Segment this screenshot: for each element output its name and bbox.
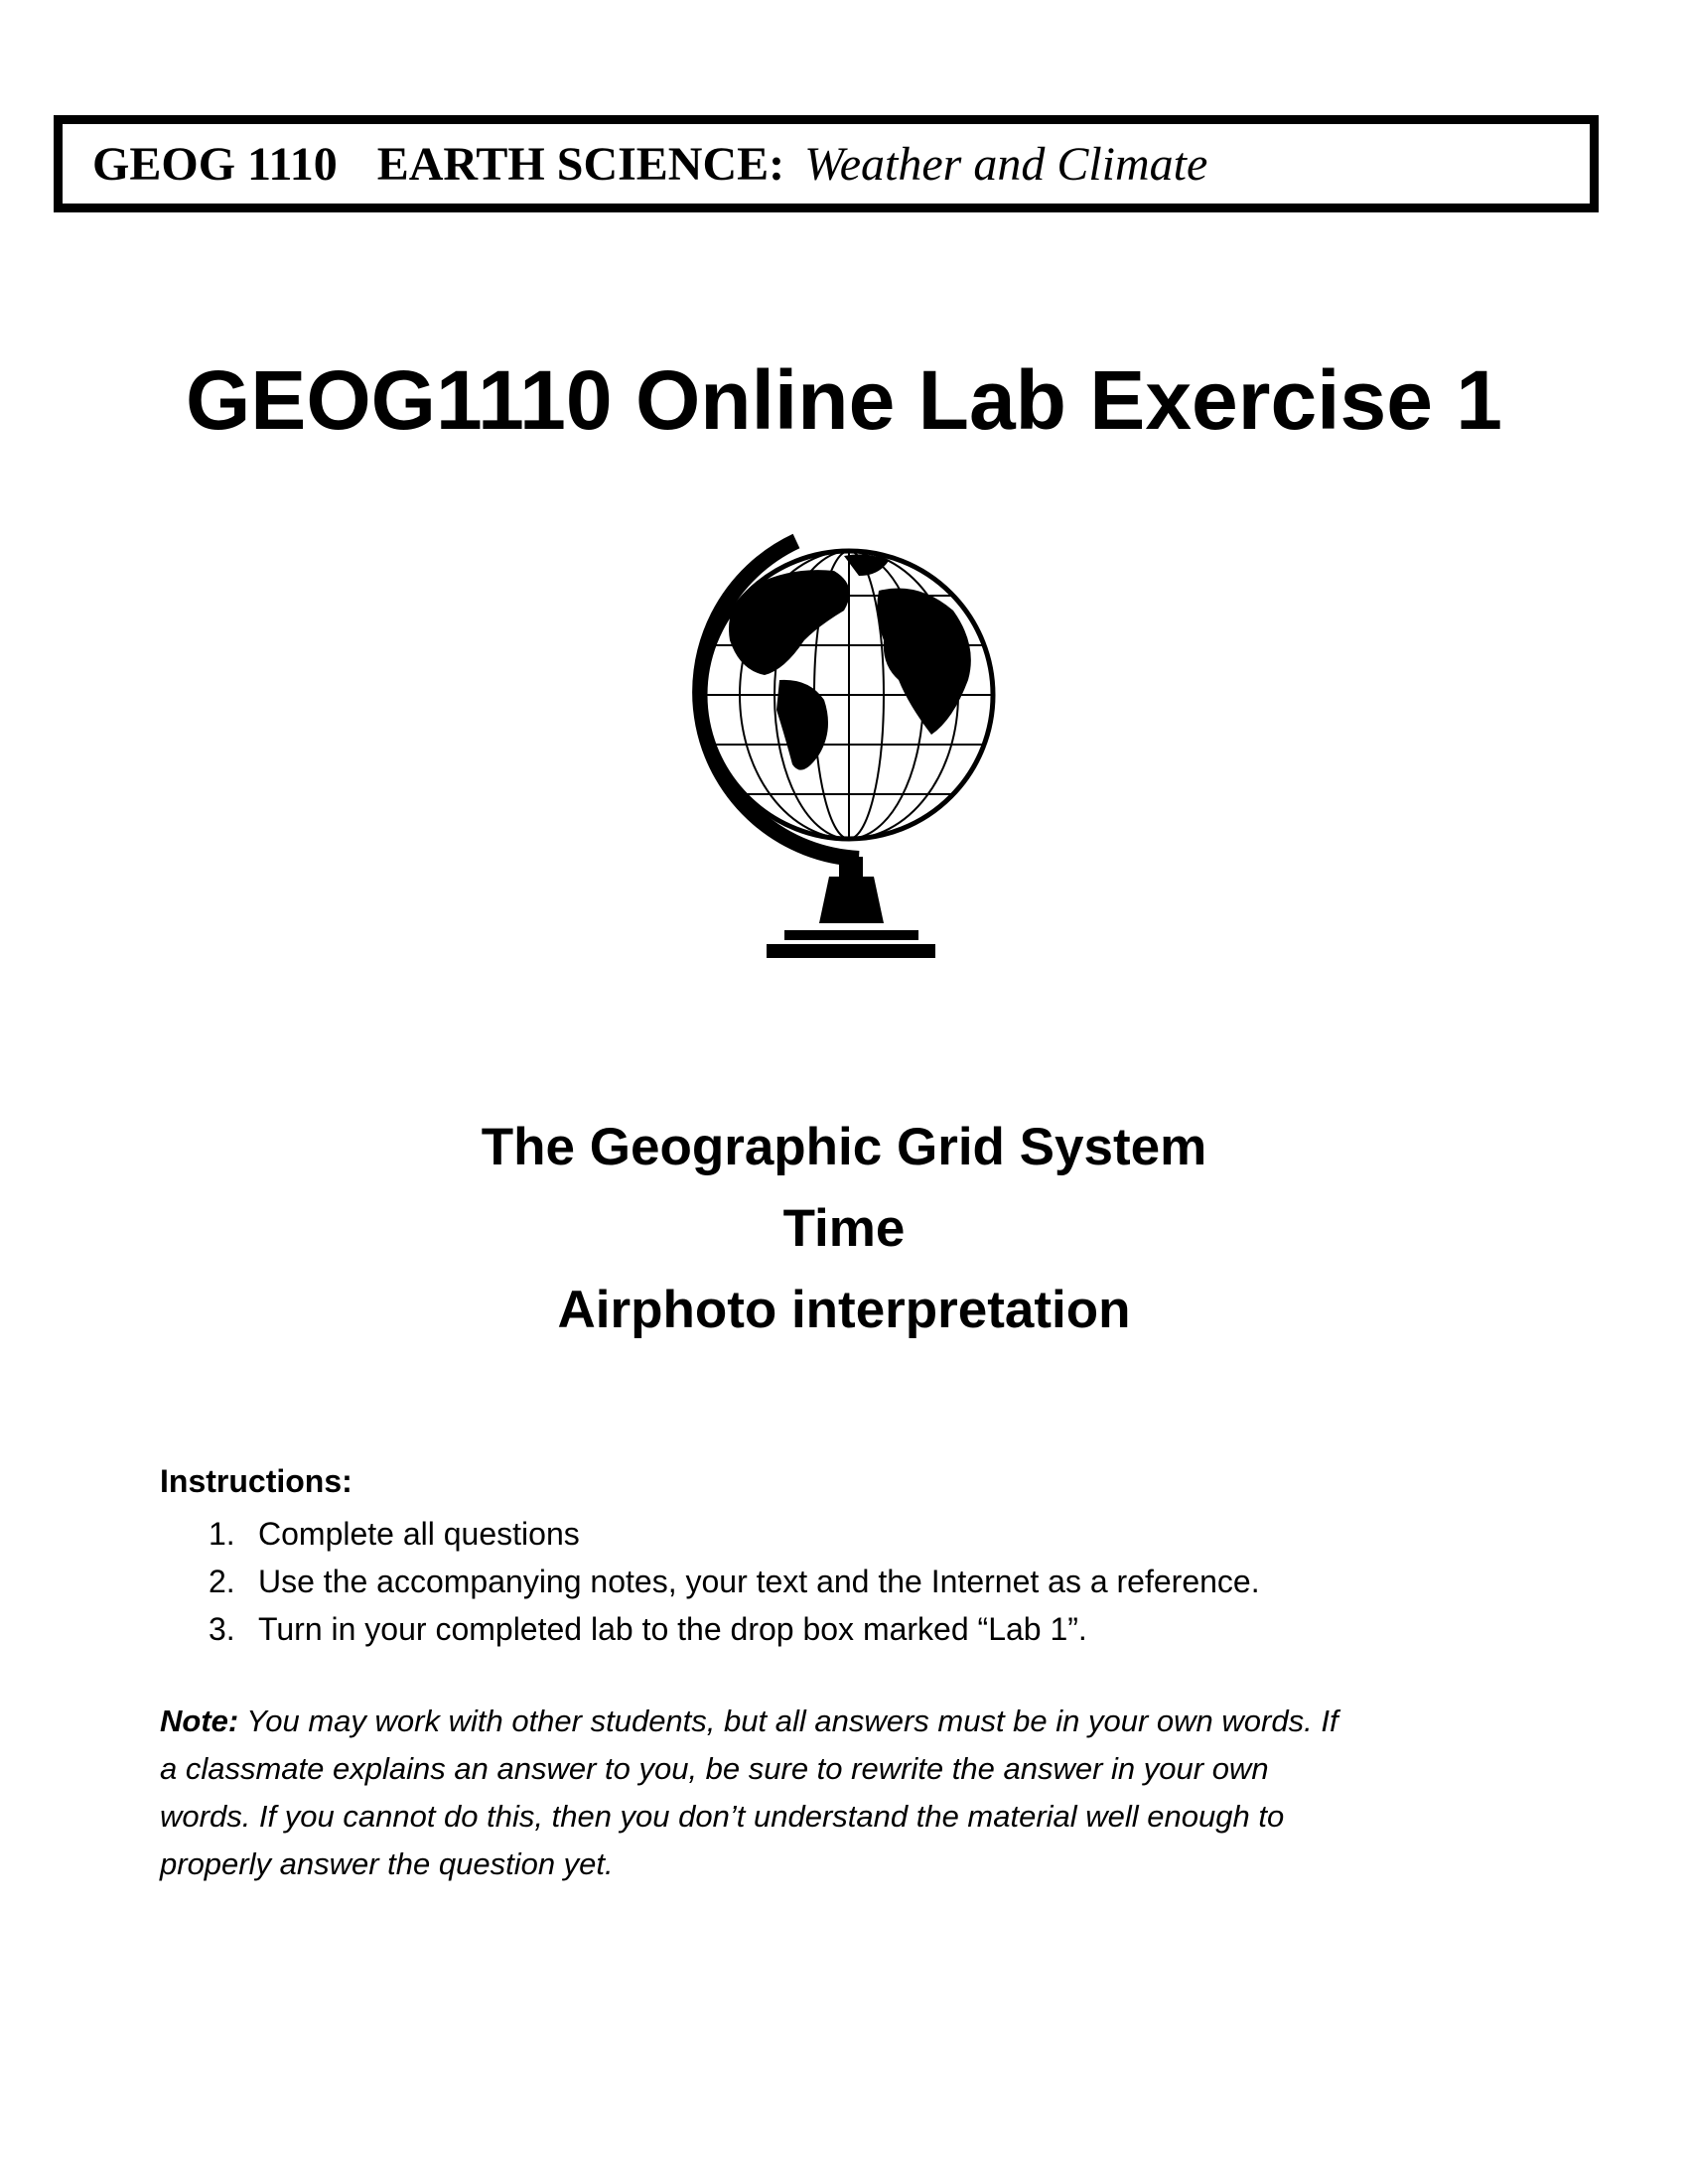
note-line: words. If you cannot do this, then you don’t understand the material well enough to: [160, 1799, 1285, 1834]
instructions-list: [209, 1510, 1260, 1653]
instruction-text: Complete all questions: [258, 1516, 580, 1552]
course-subtitle: Weather and Climate: [804, 137, 1208, 191]
topic-list: [0, 1107, 1688, 1351]
note-line: properly answer the question yet.: [160, 1846, 614, 1881]
note-line: [160, 1698, 1550, 1745]
instruction-text: Use the accompanying notes, your text and the Internet as a reference.: [258, 1564, 1260, 1599]
instructions-heading: Instructions:: [160, 1463, 352, 1499]
instruction-number: 1.: [209, 1516, 235, 1552]
page-title: GEOG1110 Online Lab Exercise 1: [185, 353, 1503, 447]
course-code: GEOG 1110: [92, 137, 338, 191]
note-label: Note:: [160, 1704, 239, 1738]
topic-time: Time: [782, 1199, 906, 1258]
instruction-number: 2.: [209, 1564, 235, 1599]
instruction-item: [209, 1558, 1260, 1605]
note-paragraph: [160, 1698, 1550, 1888]
note-line: a classmate explains an answer to you, be sure to rewrite the answer in your own: [160, 1751, 1269, 1786]
instruction-item: [209, 1510, 1260, 1558]
course-subject: EARTH SCIENCE:: [376, 137, 785, 191]
note-text: You may work with other students, but all answers must be in your own words. If: [246, 1704, 1338, 1738]
instruction-text: Turn in your completed lab to the drop box marked “Lab 1”.: [258, 1611, 1087, 1647]
topic-airphoto: Airphoto interpretation: [557, 1281, 1131, 1339]
course-header-box: [54, 115, 1599, 212]
topic-geographic-grid: The Geographic Grid System: [481, 1118, 1207, 1176]
instruction-item: [209, 1605, 1260, 1653]
instruction-number: 3.: [209, 1611, 235, 1647]
globe-icon: [685, 531, 1013, 978]
